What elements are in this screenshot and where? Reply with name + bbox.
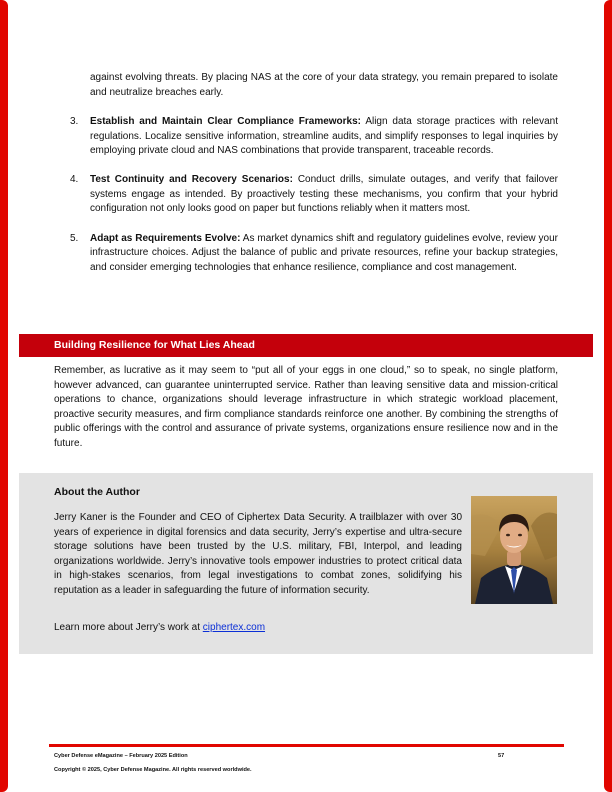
list-item-heading: Adapt as Requirements Evolve:: [90, 232, 241, 244]
list-item-number: 4.: [70, 174, 79, 186]
page-number: 57: [498, 753, 505, 759]
section-heading: Building Resilience for What Lies Ahead: [54, 339, 255, 351]
author-website-link[interactable]: ciphertex.com: [202, 622, 266, 633]
left-edge-stripe: [0, 0, 8, 792]
list-item-number: 5.: [70, 232, 79, 244]
list-item-text: Conduct drills, simulate outages, and verify that failover systems engage as intended. By proactively testing these mechanisms, you confirm that your hybrid configuration not only looks good on paper but functions reliably when it matters most.: [90, 174, 558, 215]
list-item-text: Align data storage practices with relevant regulations. Localize sensitive information, streamline audits, and simplify responses to legal inquiries by employing private cloud and NAS combinations that provide transparent, traceable records.: [90, 116, 559, 157]
list-item: [70, 115, 558, 159]
learn-more-text: Learn more about Jerry’s work at: [54, 622, 203, 633]
list-item: [70, 232, 558, 276]
footer-rule: [49, 744, 564, 747]
list-item-heading: Establish and Maintain Clear Compliance Frameworks:: [90, 116, 362, 127]
continuation-paragraph: against evolving threats. By placing NAS at the core of your data strategy, you remain prepared to isolate and neutralize breaches early.: [90, 72, 558, 98]
footer-edition: Cyber Defense eMagazine – February 2025 Edition: [54, 753, 188, 759]
closing-paragraph: Remember, as lucrative as it may seem to “put all of your eggs in one cloud,” so to speak, no single platform, however advanced, can guarantee uninterrupted service. Rather than leaving sensitive data and mission-critical operations to chance, organizations should leverage infrastructure in which strategic workload placement, proactive security measures, and firm compliance standards reinforce one another. By combining the strengths of public offerings with the control and assurance of private systems, organizations ensure resilience now and in the future.: [54, 365, 558, 449]
list-item: [70, 173, 558, 217]
author-photo: [471, 496, 557, 604]
right-edge-stripe: [604, 0, 612, 792]
list-item-number: 3.: [70, 116, 79, 127]
section-heading-bar: [19, 334, 593, 357]
list-item-text: As market dynamics shift and regulatory guidelines evolve, review your infrastructure choices. Adjust the balance of public and private resources, refine your backup strategies, and consider emerging technologies that enhance resilience, compliance and cost management.: [90, 232, 558, 273]
author-heading: About the Author: [54, 486, 140, 498]
author-box: [19, 473, 593, 654]
author-bio: Jerry Kaner is the Founder and CEO of Ciphertex Data Security. A trailblazer with over 30 years of experience in digital forensics and data security, Jerry’s expertise and ultra-secure storage solutions have been trusted by the U.S. military, FBI, Interpol, and leading organizations worldwide. Jerry’s innovative tools empower industries to protect critical data in high-stakes scenarios, from legal investigations to combat zones, solidifying his reputation as a leader in safeguarding the future of information security.: [54, 512, 462, 596]
footer-copyright: Copyright © 2025, Cyber Defense Magazine. All rights reserved worldwide.: [54, 767, 252, 773]
learn-more-line: [54, 622, 265, 633]
numbered-list: [70, 115, 558, 290]
list-item-heading: Test Continuity and Recovery Scenarios:: [90, 174, 293, 186]
